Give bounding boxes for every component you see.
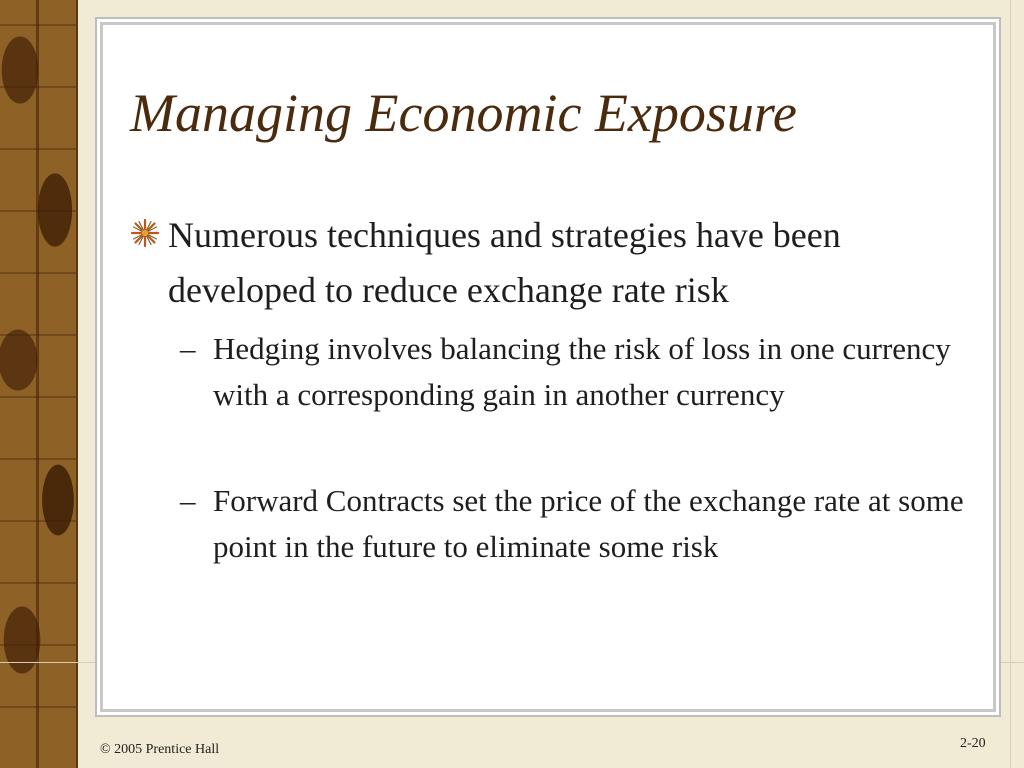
copyright-footer: © 2005 Prentice Hall <box>100 742 220 757</box>
main-bullet-text: Numerous techniques and strategies have been developed to reduce exchange rate risk <box>168 215 841 310</box>
sub-bullet-text: Hedging involves balancing the risk of loss in one currency with a corresponding gain in another currency <box>213 331 951 412</box>
sub-bullet-text: Forward Contracts set the price of the exchange rate at some point in the future to eliminate some risk <box>213 483 964 564</box>
decorative-side-strip <box>0 0 78 768</box>
vertical-rule <box>1010 0 1011 768</box>
page-number: 2-20 <box>960 736 986 751</box>
dash-marker: – <box>180 483 196 518</box>
sunburst-bullet-icon <box>130 218 160 248</box>
slide-title: Managing Economic Exposure <box>130 83 797 143</box>
dash-marker: – <box>180 331 196 366</box>
